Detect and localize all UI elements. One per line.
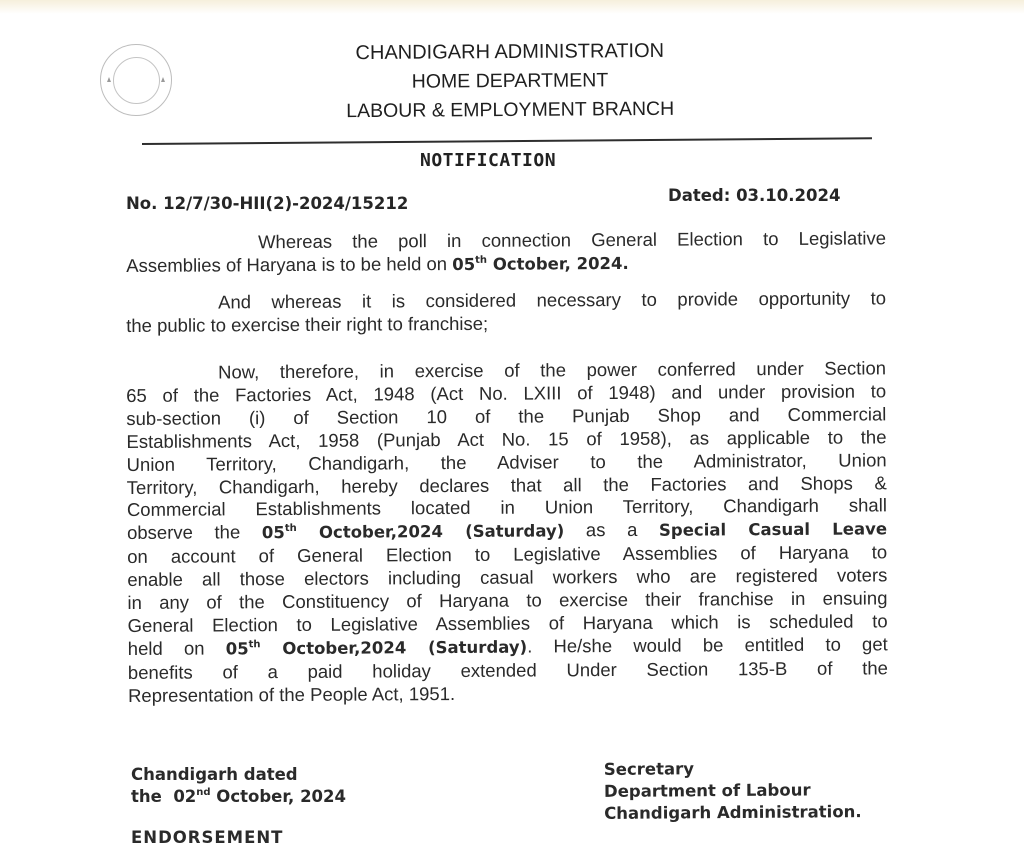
date-suffix: th [248, 639, 261, 651]
seal-icon [100, 44, 172, 116]
observe-date [262, 522, 564, 543]
paragraph-declaration [126, 357, 888, 707]
cut-off-endorsement-heading [131, 828, 331, 847]
line-text: observe the [126, 521, 262, 544]
notification-date: Dated: 03.10.2024 [668, 186, 841, 205]
letterhead-department: HOME DEPARTMENT [411, 69, 609, 93]
leave-type: Special Casual Leave [658, 519, 888, 541]
letterhead-branch: LABOUR & EMPLOYMENT BRANCH [346, 97, 675, 123]
paragraph-whereas-opportunity [126, 287, 886, 337]
date-day: 05 [261, 523, 285, 543]
line-text: Assemblies of Haryana is to be held on [126, 252, 453, 276]
date-suffix: th [475, 254, 488, 266]
line-text: . He/she would be entitled to get [527, 633, 888, 657]
date-rest: October,2024 (Saturday) [296, 521, 565, 543]
paragraph-line: Now, therefore, in exercise of the power conferred under Section [217, 357, 887, 383]
paragraph-line: Union Territory, Chandigarh, the Adviser to the Administrator, Union [126, 448, 887, 475]
paragraph-line: Whereas the poll in connection General Election to Legislative [257, 227, 887, 253]
seal-left-mark-icon [107, 77, 111, 82]
paragraph-line: 65 of the Factories Act, 1948 (Act No. LXIII of 1948) and under provision to [126, 380, 887, 406]
date-suffix: nd [196, 787, 211, 798]
date-day: 05 [452, 254, 476, 274]
paragraph-line: sub-section (i) of Section 10 of the Punjab Shop and Commercial [126, 403, 887, 429]
paragraph-line: on account of General Election to Legislative Assemblies of Haryana to [127, 541, 888, 568]
signatory-title: Secretary [603, 759, 695, 779]
paragraph-line: And whereas it is considered necessary to provide opportunity to [217, 287, 887, 313]
date-suffix: th [284, 523, 297, 535]
paragraph-line [126, 250, 886, 278]
line-text: held on [127, 637, 226, 659]
signoff-date [131, 786, 346, 808]
date-rest: October, 2024 [210, 787, 346, 806]
paragraph-line: in any of the Constituency of Haryana to exercise their franchise in ensuing [127, 587, 888, 614]
paragraph-line: Territory, Chandigarh, hereby declares that all the Factories and Shops & [126, 471, 887, 498]
paragraph-line: benefits of a paid holiday extended Under Section 135-B of the [127, 657, 888, 683]
paragraph-line: Representation of the People Act, 1951. [127, 682, 456, 706]
line-text: as a [564, 519, 660, 541]
endorsement-text: ENDORSEMENT [131, 828, 284, 847]
place-line: Chandigarh dated [131, 765, 298, 784]
held-date [226, 637, 528, 658]
letterhead [300, 37, 721, 127]
signatory-department: Department of Labour [603, 780, 811, 801]
notification-number: No. 12/7/30-HII(2)-2024/15212 [126, 194, 409, 213]
paragraph-whereas-poll [126, 227, 886, 278]
signatory-block [604, 757, 862, 825]
header-divider [142, 137, 872, 145]
place-and-date [131, 764, 346, 808]
paragraph-line: Establishments Act, 1958 (Punjab Act No. 15 of 1958), as applicable to the [126, 426, 887, 452]
notification-title: NOTIFICATION [420, 150, 557, 171]
scan-top-edge [0, 0, 1024, 14]
paragraph-line: General Election to Legislative Assemblies of Haryana which is scheduled to [127, 610, 888, 636]
date-day: the 02 [131, 787, 197, 806]
paragraph-line: Commercial Establishments located in Union Territory, Chandigarh shall [126, 494, 887, 521]
paragraph-line: enable all those electors including casual workers who are registered voters [127, 564, 888, 591]
date-day: 05 [225, 639, 249, 659]
paragraph-line: the public to exercise their right to franchise; [126, 312, 489, 336]
date-rest: October,2024 (Saturday) [260, 637, 528, 659]
seal-right-mark-icon [161, 77, 165, 82]
date-rest: October, 2024. [487, 253, 629, 274]
poll-date [452, 254, 629, 274]
letterhead-organization: CHANDIGARH ADMINISTRATION [355, 39, 665, 65]
signatory-organization: Chandigarh Administration. [604, 802, 862, 823]
